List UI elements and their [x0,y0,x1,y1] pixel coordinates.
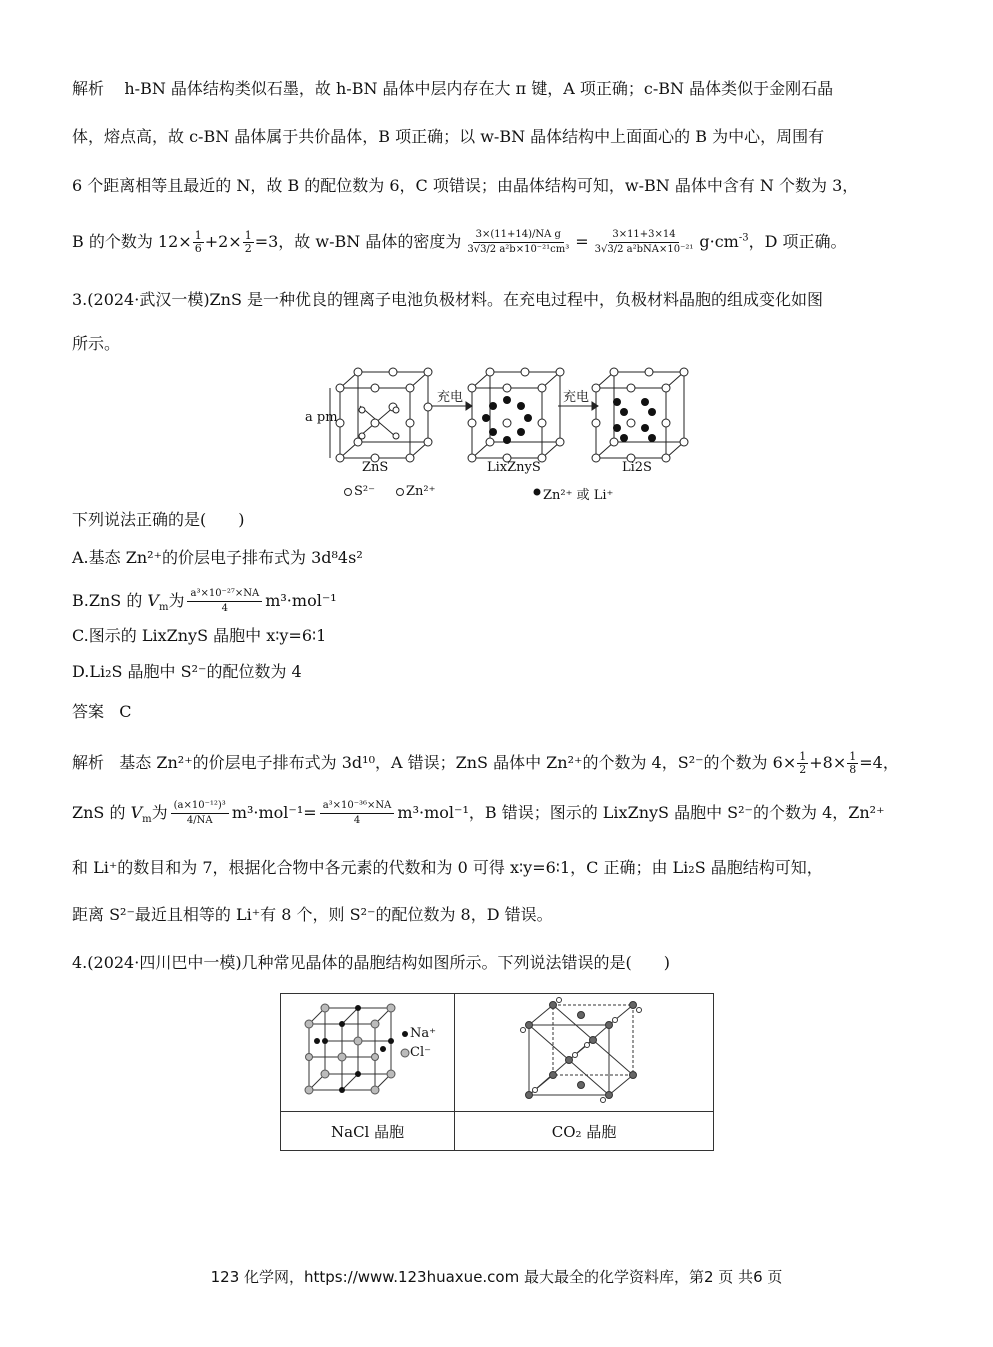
q3-ask: 下列说法正确的是( ) [72,510,245,529]
text-segment: B 的个数为 12× [72,232,192,251]
vm-subscript: m [142,814,152,826]
legend-zn-or-li: Zn²⁺ 或 Li⁺ [543,488,614,503]
q3-analysis-line-3: 和 Li⁺的数目和为 7，根据化合物中各元素的代数和为 0 可得 x∶y=6∶1，C 正确；由 Li₂S 晶胞结构可知， [72,858,823,877]
analysis-line-4 [72,222,847,262]
q3-crystal-figure [300,366,700,502]
numerator: a³×10⁻²⁷×NA [187,588,262,602]
text-segment: ZnS 的 [72,803,126,822]
fraction-one-eighth [847,751,858,776]
figure-apm-label: a pm [305,410,338,425]
numerator: 3×(11+14)/NA g [473,229,564,243]
text-segment: =3，故 w-BN 晶体的密度为 [254,232,462,251]
vm-symbol: V [147,591,159,610]
analysis-line-3: 6 个距离相等且最近的 N，故 B 的配位数为 6，C 项错误；由晶体结构可知，w-BN 晶体中含有 N 个数为 3， [72,176,859,195]
text-segment: =4， [859,753,899,772]
page-footer: 123 化学网，https://www.123huaxue.com 最大最全的化学资料库，第2 页 共6 页 [210,1268,783,1286]
q3-analysis-line-2 [72,796,885,830]
legend-s2: S²⁻ [354,484,375,499]
vm-symbol: V [130,803,143,822]
text-segment: m³·mol⁻¹，B 错误；图示的 LixZnyS 晶胞中 S²⁻的个数为 4，Zn²⁺ [397,803,885,822]
q3-stem-1: 3.(2024·武汉一模)ZnS 是一种优良的锂离子电池负极材料。在充电过程中，负极材料晶胞的组成变化如图 [72,290,824,309]
co2-caption: CO₂ 晶胞 [455,1112,714,1151]
co2-cell-diagram [515,997,655,1109]
text-segment: m³·mol⁻¹= [231,803,317,822]
text-segment: 为 [168,591,185,610]
unit-exponent: -3 [738,232,749,244]
denominator: 4/NA [186,815,213,826]
nacl-caption: NaCl 晶胞 [281,1112,455,1151]
legend-na: Na⁺ [410,1026,436,1041]
text-segment: +8× [809,753,847,772]
fraction-one-half [797,751,808,776]
denominator: 2 [244,242,252,255]
analysis-line-1 [72,79,833,99]
co2-figure-cell [455,994,714,1112]
denominator: 8 [849,763,857,776]
fraction-one-sixth [193,230,204,255]
analysis-label: 解析 [72,753,105,772]
density-fraction-2 [592,229,697,256]
answer-label: 答案 [72,702,105,721]
denominator: 4 [221,603,229,614]
q3-answer [72,702,132,722]
denominator: 6 [194,242,202,255]
q3-option-a: A.基态 Zn²⁺的价层电子排布式为 3d⁸4s² [72,548,363,567]
text-segment: m³·mol⁻¹ [265,591,337,610]
equals-sign: = [575,232,589,251]
numerator: 1 [194,229,202,242]
figure-name-lixznys: LixZnyS [487,460,541,475]
density-fraction-1 [464,229,572,256]
analysis-text-1: h-BN 晶体结构类似石墨，故 h-BN 晶体中层内存在大 π 键，A 项正确；c-BN 晶体类似于金刚石晶 [124,79,834,98]
denominator: 3√3/2 a²b×10⁻²¹cm³ [467,244,570,255]
text-segment: 基态 Zn²⁺的价层电子排布式为 3d¹⁰，A 错误；ZnS 晶体中 Zn²⁺的个数为 4，S²⁻的个数为 6× [119,753,797,772]
figure-arrow2-label: 充电 [563,390,590,405]
denominator: 2 [799,763,807,776]
numerator: (a×10⁻¹²)³ [171,800,229,814]
denominator: 3√3/2 a²bNA×10⁻²¹ [594,244,694,255]
fraction-one-half [243,230,254,255]
q3-analysis-line-1 [72,748,899,778]
q3-option-d: D.Li₂S 晶胞中 S²⁻的配位数为 4 [72,662,302,681]
q3-option-b [72,588,337,615]
text-segment: ，D 项正确。 [748,232,847,251]
q3-option-c: C.图示的 LixZnyS 晶胞中 x∶y=6∶1 [72,626,327,645]
figure-arrow1-label: 充电 [437,390,464,405]
numerator: 1 [849,750,857,763]
legend-cl: Cl⁻ [410,1045,431,1060]
figure-name-zns: ZnS [362,460,389,475]
q3-stem-2: 所示。 [72,334,121,353]
analysis-label: 解析 [72,79,105,98]
text-segment: B.ZnS 的 [72,591,143,610]
text-segment: 为 [151,803,168,822]
legend-zn2: Zn²⁺ [406,484,436,499]
text-segment: +2× [204,232,242,251]
unit-text: g·cm [699,232,739,251]
figure-name-li2s: Li2S [622,460,652,475]
q4-stem: 4.(2024·四川巴中一模)几种常见晶体的晶胞结构如图所示。下列说法错误的是( ) [72,953,671,972]
vm-fraction-2 [320,800,395,827]
vm-subscript: m [158,602,169,614]
numerator: 1 [799,750,807,763]
q4-crystal-table [280,993,714,1151]
nacl-figure-cell [281,994,455,1112]
numerator: 1 [244,229,252,242]
q3-analysis-line-4: 距离 S²⁻最近且相等的 Li⁺有 8 个，则 S²⁻的配位数为 8，D 错误。 [72,905,553,924]
analysis-line-2: 体，熔点高，故 c-BN 晶体属于共价晶体，B 项正确；以 w-BN 晶体结构中上面面心的 B 为中心，周围有 [72,127,825,146]
answer-value: C [119,702,132,721]
numerator: a³×10⁻³⁶×NA [320,800,395,814]
denominator: 4 [353,815,361,826]
option-b-fraction [187,588,262,615]
vm-fraction-1 [171,800,229,827]
numerator: 3×11+3×14 [609,229,678,243]
